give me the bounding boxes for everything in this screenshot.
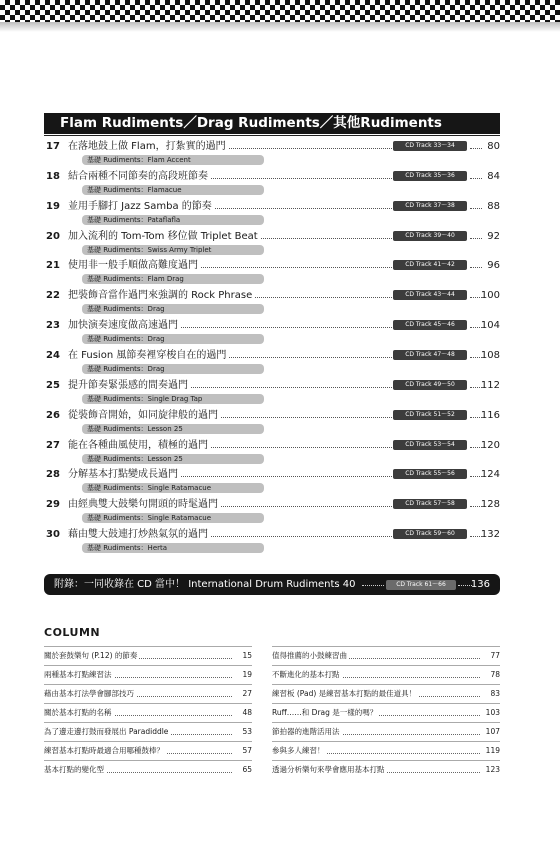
column-item-title: 練習基本打點時最適合用哪種鼓棒？ [44,742,166,759]
cd-track-badge: CD Track 47～48 [393,350,467,360]
entry-page-number: 108 [480,349,500,361]
entry-title: 在 Fusion 風節奏裡穿梭自在的過門 [68,349,229,362]
column-item-title: 關於基本打點的名稱 [44,704,114,721]
rudiment-tag: 基礎 Rudiments：Lesson 25 [82,454,264,464]
entry-number: 23 [46,320,60,332]
entry-title: 結合兩種不同節奏的高段班節奏 [68,170,211,183]
column-item-title: 透過分析樂句來學會應用基本打點 [272,761,387,778]
entry-number: 30 [46,529,60,541]
checkered-border-shadow [0,22,560,32]
column-item[interactable] [272,760,500,779]
cd-track-badge: CD Track 41～42 [393,260,467,270]
column-item[interactable] [44,684,252,703]
toc-entry[interactable] [44,349,500,377]
appendix-cd-track-badge: CD Track 61～66 [386,580,456,590]
column-item[interactable] [44,703,252,722]
column-item-title: 基本打點的變化型 [44,761,106,778]
column-item[interactable] [44,741,252,760]
rudiment-tag: 基礎 Rudiments：Flam Accent [82,155,264,165]
entry-title: 能在各種曲風使用，積極的過門 [68,439,211,452]
column-item-page: 19 [240,666,252,683]
entry-title: 並用手腳打 Jazz Samba 的節奏 [68,200,215,213]
column-item-page: 48 [240,704,252,721]
cd-track-badge: CD Track 53～54 [393,440,467,450]
column-item-title: 不斷進化的基本打點 [272,666,342,683]
entry-number: 26 [46,409,60,421]
rudiment-tag: 基礎 Rudiments：Single Ratamacue [82,513,264,523]
column-item-page: 83 [488,685,500,702]
entry-page-number: 120 [480,439,500,451]
entry-title: 把裝飾音當作過門來強調的 Rock Phrase [68,289,255,302]
toc-entry[interactable] [44,289,500,317]
checkered-border-decoration [0,0,560,22]
entry-title: 藉由雙大鼓連打炒熱氣氛的過門 [68,528,211,541]
column-item-title: 值得推薦的小鼓練習曲 [272,647,349,664]
toc-entry[interactable] [44,409,500,437]
entry-number: 18 [46,170,60,182]
appendix-title: 附錄：一同收錄在 CD 當中！ International Drum Rudiments 40 [54,579,356,590]
column-item[interactable] [44,665,252,684]
column-item-title: 練習板 (Pad) 是練習基本打點的最佳道具！ [272,685,418,702]
rudiment-tag: 基礎 Rudiments：Herta [82,543,264,553]
entry-page-number: 96 [487,260,500,272]
entry-number: 19 [46,200,60,212]
column-item-page: 77 [488,647,500,664]
toc-entry[interactable] [44,230,500,258]
entry-page-number: 80 [487,141,500,152]
entry-page-number: 104 [480,320,500,332]
column-item[interactable] [44,760,252,779]
column-item[interactable] [272,646,500,665]
cd-track-badge: CD Track 49～50 [393,380,467,390]
entry-page-number: 88 [487,200,500,212]
column-item-page: 53 [240,723,252,740]
entry-page-number: 128 [480,499,500,511]
entry-page-number: 84 [487,170,500,182]
entry-title: 加入流利的 Tom-Tom 移位做 Triplet Beat [68,230,261,243]
entry-number: 22 [46,290,60,302]
entry-title: 加快演奏速度做高速過門 [68,319,181,332]
cd-track-badge: CD Track 55～56 [393,469,467,479]
entry-page-number: 92 [487,230,500,242]
column-item-page: 107 [484,723,500,740]
column-item-title: 兩種基本打點練習法 [44,666,114,683]
column-list-right [272,646,500,779]
entry-title: 使用非一般手順做高難度過門 [68,259,201,272]
toc-entry[interactable] [44,200,500,228]
column-item-page: 119 [484,742,500,759]
column-item-title: 關於套鼓樂句 (P.12) 的節奏 [44,647,139,664]
dotted-leader [458,585,472,586]
column-item-page: 123 [484,761,500,778]
entry-number: 24 [46,349,60,361]
toc-entry[interactable] [44,140,500,168]
column-item[interactable] [272,722,500,741]
column-item-title: 節拍器的進階活用法 [272,723,342,740]
entry-title: 提升節奏緊張感的間奏過門 [68,379,191,392]
entry-number: 20 [46,230,60,242]
toc-entry[interactable] [44,170,500,198]
column-item-page: 57 [240,742,252,759]
entry-number: 27 [46,439,60,451]
column-list-left [44,646,252,779]
column-item[interactable] [272,665,500,684]
entry-number: 17 [46,141,60,152]
entry-number: 21 [46,260,60,272]
column-item[interactable] [272,703,500,722]
rudiment-tag: 基礎 Rudiments：Drag [82,364,264,374]
cd-track-badge: CD Track 39～40 [393,231,467,241]
appendix-page-number: 136 [470,579,490,590]
column-item-page: 65 [240,761,252,778]
entry-number: 29 [46,499,60,511]
entry-page-number: 132 [480,529,500,541]
entry-page-number: 124 [480,469,500,481]
rudiment-tag: 基礎 Rudiments：Drag [82,304,264,314]
column-item-page: 27 [240,685,252,702]
entry-page-number: 116 [480,409,500,421]
column-item-page: 103 [484,704,500,721]
toc-entry[interactable] [44,379,500,407]
entry-page-number: 100 [480,290,500,302]
column-item-title: Ruff……和 Drag 是一樣的嗎？ [272,704,379,721]
cd-track-badge: CD Track 57～58 [393,499,467,509]
entry-number: 25 [46,379,60,391]
column-item[interactable] [44,646,252,665]
cd-track-badge: CD Track 51～52 [393,410,467,420]
cd-track-badge: CD Track 43～44 [393,290,467,300]
cd-track-badge: CD Track 35～36 [393,171,467,181]
column-heading: COLUMN [44,626,101,639]
rudiment-tag: 基礎 Rudiments：Flam Drag [82,274,264,284]
entry-number: 28 [46,469,60,481]
rudiment-tag: 基礎 Rudiments：Single Drag Tap [82,394,264,404]
rudiment-tag: 基礎 Rudiments：Lesson 25 [82,424,264,434]
column-item-page: 78 [488,666,500,683]
column-item[interactable] [272,741,500,760]
entry-title: 從裝飾音開始，如同旋律般的過門 [68,409,221,422]
section-title: Flam Rudiments／Drag Rudiments／其他Rudiments [44,113,500,134]
appendix-bar[interactable] [44,574,500,595]
toc-entry[interactable] [44,259,500,287]
cd-track-badge: CD Track 45～46 [393,320,467,330]
column-item-title: 參與多人練習！ [272,742,327,759]
toc-entry[interactable] [44,319,500,347]
title-rule [44,135,500,136]
column-item-title: 藉由基本打法學會腳部技巧 [44,685,136,702]
column-item[interactable] [44,722,252,741]
toc-entry[interactable] [44,498,500,526]
rudiment-tag: 基礎 Rudiments：Drag [82,334,264,344]
column-item[interactable] [272,684,500,703]
rudiment-tag: 基礎 Rudiments：Single Ratamacue [82,483,264,493]
entry-title: 分解基本打點變成長過門 [68,468,181,481]
rudiment-tag: 基礎 Rudiments：Flamacue [82,185,264,195]
cd-track-badge: CD Track 59～60 [393,529,467,539]
rudiment-tag: 基礎 Rudiments：Swiss Army Triplet [82,245,264,255]
entry-title: 由經典雙大鼓樂句開頭的時髦過門 [68,498,221,511]
column-item-title: 為了邊走邊打鼓而發展出 Paradiddle [44,723,170,740]
cd-track-badge: CD Track 33～34 [393,141,467,151]
rudiment-tag: 基礎 Rudiments：Pataflafla [82,215,264,225]
toc-entry[interactable] [44,468,500,496]
cd-track-badge: CD Track 37～38 [393,201,467,211]
column-item-page: 15 [240,647,252,664]
entry-title: 在落地鼓上做 Flam，打紮實的過門 [68,140,229,153]
toc-entry[interactable] [44,439,500,467]
entry-page-number: 112 [480,379,500,391]
dotted-leader [362,585,384,586]
toc-entry[interactable] [44,528,500,556]
